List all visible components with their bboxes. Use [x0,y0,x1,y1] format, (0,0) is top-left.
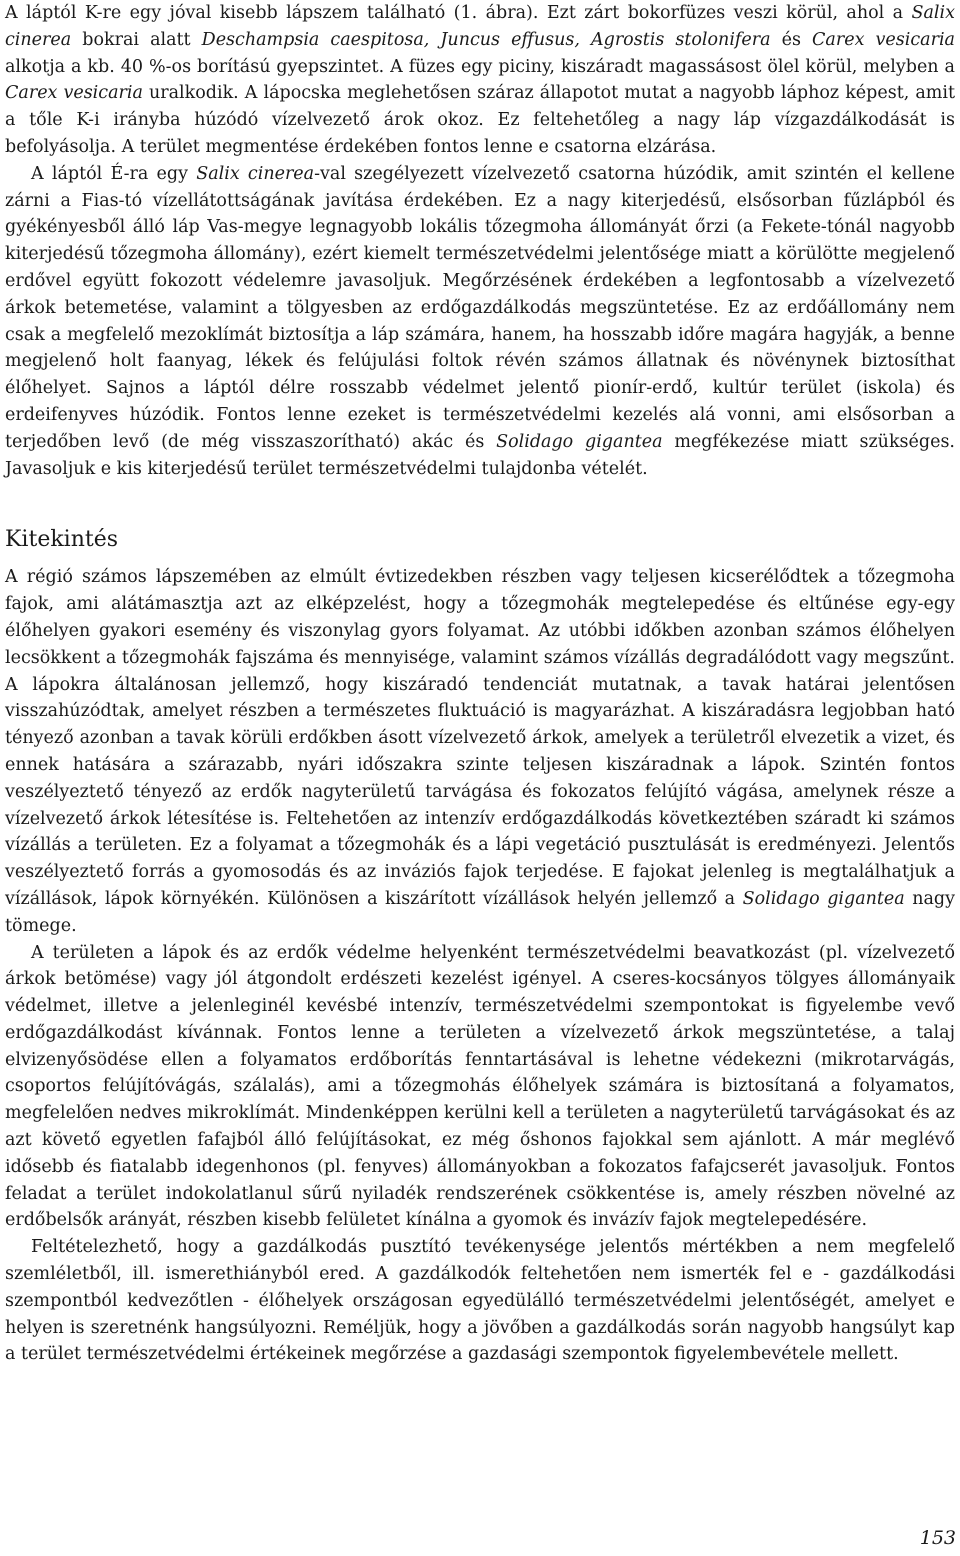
italic-term: Salix cinerea [196,163,315,184]
paragraph-p4 [5,940,955,1235]
paragraph-p3 [5,564,955,939]
text-run: nagy tömege. [5,888,955,936]
text-run: A láptól K-re egy jóval kisebb lápszem található (1. ábra). Ezt zárt bokorfüzes veszi körül, ahol a [5,3,912,23]
document-page [5,0,955,1368]
text-run: Feltételezhető, hogy a gazdálkodás pusztító tevékenysége jelentős mértékben a nem megfelelő szemléletből, ill. ismerethiányból ered. A gazdálkodók feltehetően nem ismerték fel e - gazdálkodási szempontból kedvezőtlen - élőhelyek országosan egyedülálló természetvédelmi jelentőségét, amelyet e helyen is szeretnénk hangsúlyozni. Reméljük, hogy a jövőben a gazdálkodás során nagyobb hangsúlyt kap a terület természetvédelmi értékeinek megőrzése a gazdasági szempontok figyelembevétele mellett. [5,1237,955,1365]
section-heading: Kitekintés [5,527,119,553]
italic-term: Carex vesicaria [812,29,955,50]
text-run: és [770,29,813,50]
paragraph-p2 [5,161,955,483]
body-text-bottom [5,564,955,1368]
text-run: bokrai alatt [71,29,202,50]
text-run: A területen a lápok és az erdők védelme helyenként természetvédelmi beavatkozást (pl. vízelvezető árkok betömése) vagy jól átgondolt erdészeti kezelést igényel. A cseres-kocsányos tölgyes állományaik védelmet, illetve a jelenleginél kevésbé intenzív, természetvédelmi szempontokat is figyelembe vevő erdőgazdálkodást kívánnak. Fontos lenne a területen a vízelvezető árkok megszüntetése, a talaj elvizenyősödése ellen a folyamatos erdőborítás fenntartásával is lehetne védekezni (mikrotarvágás, csoportos felújítóvágás, szálalás), ami a tőzegmohás élőhelyek számára is biztosítaná a folyamatos, megfelelően nedves mikroklímát. Mindenképpen kerülni kell a területen a nagyterületű tarvágásokat és az azt követő egyetlen fafajból álló felújításokat, ez még őshonos fajokkal sem ajánlott. A már meglévő idősebb és fiatalabb idegenhonos (pl. fenyves) állományokban a fokozatos fafajcserét javasoljuk. Fontos feladat a terület indokolatlanul sűrű nyiladék rendszerének csökkentése is, amely részben növelné az erdőbelsők arányát, részben kisebb felületet kínálna a gyomok és invázív fajok megtelepedésére. [5,942,955,1231]
text-run: A láptól É-ra egy [31,163,197,184]
text-run: uralkodik. A lápocska meglehetősen száraz állapotot mutat a nagyobb láphoz képest, amit a tőle K-i irányba húzódó vízelvezető árok okoz. Ez feltehetőleg a nagy láp vízgazdálkodását is befolyásolja. A terület megmentése érdekében fontos lenne e csatorna elzárása. [5,83,955,157]
text-run: megfékezése miatt szükséges. Javasoljuk e kis kiterjedésű terület természetvédelmi tulajdonba vételét. [5,431,955,479]
italic-term: Solidago gigantea [496,431,663,452]
italic-term: Carex vesicaria [5,83,143,104]
italic-term: Salix cinerea [5,3,955,50]
page-number: 153 [919,1527,956,1549]
body-text-top [5,0,955,482]
italic-term: Deschampsia caespitosa, Juncus effusus, Agrostis stolonifera [201,29,771,50]
paragraph-p1 [5,0,955,161]
paragraph-p5 [5,1234,955,1368]
text-run: A régió számos lápszemében az elmúlt évtizedekben részben vagy teljesen kicserélődtek a tőzegmoha fajok, ami alátámasztja azt az elképzelést, hogy a tőzegmohák megtelepedése és eltűnése egy-egy élőhelyen gyakori esemény és viszonylag gyors folyamat. Az utóbbi időkben azonban számos élőhelyen lecsökkent a tőzegmohák fajszáma és mennyisége, valamint számos vízállás degradálódott vagy megszűnt. A lápokra általánosan jellemző, hogy kiszáradó tendenciát mutatnak, a tavak határai jelentősen visszahúzódtak, amelyet részben a természetes fluktuáció is magyarázhat. A kiszáradásra legjobban ható tényező azonban a tavak körüli erdőkben ásott vízelvezető árkok, amelyek a területről elvezetik a vizet, és ennek hatására a szárazabb, nyári időszakra szinte teljesen kiszáradnak a lápok. Szintén fontos veszélyeztető tényező az erdők nagyterületű tarvágása és fokozatos felújító vágása, amelynek része a vízelvezető árkok létesítése is. Feltehetően az intenzív erdőgazdálkodás következtében száradt ki számos vízállás a területen. Ez a folyamat a tőzegmohák és a lápi vegetáció pusztulását is eredményezi. Jelentős veszélyeztető forrás a gyomosodás és az inváziós fajok terjedése. E fajokat jelenleg is megtalálhatjuk a vízállások, lápok környékén. Különösen a kiszárított vízállások helyén jellemző a [5,567,955,909]
italic-term: Solidago gigantea [742,888,905,909]
text-run: alkotja a kb. 40 %-os borítású gyepszintet. A füzes egy piciny, kiszáradt magassásost ölel körül, melyben a [5,56,955,77]
text-run: -val szegélyezett vízelvezető csatorna húzódik, amit szintén el kellene zárni a Fias-tó vízellátottságának javítása érdekében. Ez a nagy kiterjedésű, elsősorban fűzlápból és gyékényesből álló láp Vas-megye legnagyobb lokális tőzegmoha állományát őrzi (a Fekete-tónál nagyobb kiterjedésű tőzegmoha állomány), ezért kiemelt természetvédelmi jelentősége miatt a körülötte megjelenő erdővel együtt fokozott védelemre javasoljuk. Megőrzésének érdekében a legfontosabb a vízelvezető árkok betemetése, valamint a tölgyesben az erdőgazdálkodás megszüntetése. Ez az erdőállomány nem csak a megfelelő mezoklímát biztosítja a láp számára, hanem, ha hosszabb időre magára hagyják, a benne megjelenő holt faanyag, lékek és felújulási foltok révén számos állatnak és növénynek biztosíthat élőhelyet. Sajnos a láptól délre rosszabb védelmet jelentő pionír-erdő, kultúr terület (iskola) és erdeifenyves húzódik. Fontos lenne ezeket is természetvédelmi kezelés alá vonni, ami elsősorban a terjedőben levő (de még visszaszorítható) akác és [5,163,955,452]
